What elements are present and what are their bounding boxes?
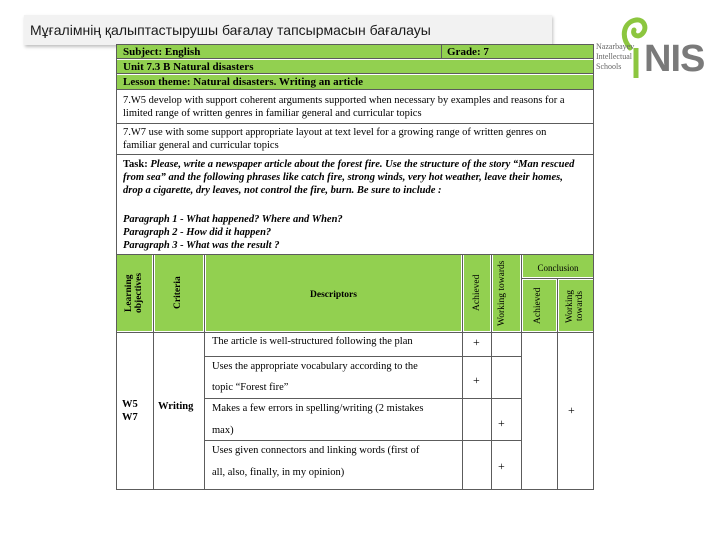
logo-text: NIS [644, 38, 705, 80]
grade-divider [441, 45, 442, 59]
logo-caption-line: Schools [596, 62, 622, 71]
logo-caption [596, 42, 634, 72]
header-conclusion-achieved: Achieved [533, 287, 543, 325]
task-body: Please, write a newspaper article about the forest fire. Use the structure of the story “Man rescued from sea” and the following phrases like catch fire, strong winds, very hot weather, leave their homes, drop a cigarette, dry leaves, not control the fire, burn. Be sure to include : [123, 159, 575, 196]
theme-label: Lesson theme: Natural disasters. Writing an article [123, 76, 364, 88]
header-criteria: Criteria [173, 276, 183, 310]
grid-line [153, 254, 154, 490]
subject-row [117, 45, 593, 59]
descriptor: all, also, finally, in my opinion) [212, 467, 345, 478]
slide-title: Мұғалімнің қалыптастырушы бағалау тапсырмасын бағалауы [30, 22, 431, 38]
descriptor: topic “Forest fire” [212, 382, 289, 393]
working-mark: + [498, 459, 505, 473]
grid-line [521, 254, 522, 490]
logo-caption-line: Nazarbayev [596, 42, 635, 51]
row-divider [205, 440, 521, 441]
objective-code: W7 [122, 412, 138, 423]
conclusion-working-mark: + [568, 403, 575, 417]
theme-row [117, 75, 593, 90]
criterion: Writing [158, 401, 194, 412]
header-bottom-border [117, 332, 593, 333]
descriptor: Uses the appropriate vocabulary according to the [212, 361, 418, 372]
descriptor: max) [212, 425, 234, 436]
grid-line [521, 278, 593, 279]
descriptor: The article is well-structured following the plan [212, 336, 413, 347]
divider [117, 123, 593, 124]
divider [117, 154, 593, 155]
grade-label: Grade: 7 [447, 46, 489, 58]
logo-caption-line: Intellectual [596, 52, 632, 61]
task-text [123, 158, 583, 197]
unit-row [117, 60, 593, 74]
task-label: Task: [123, 159, 148, 170]
objective-w5: 7.W5 develop with support coherent arguments supported when necessary by examples and reasons for a limited range of written genres in familiar general and curricular topics [123, 95, 565, 119]
grid-line [491, 254, 492, 490]
grid-line [462, 254, 463, 490]
subject-label: Subject: English [123, 46, 201, 58]
header-working-towards: Working towards [497, 260, 507, 326]
header-conclusion: Conclusion [537, 263, 579, 273]
grid-line [557, 279, 558, 490]
achieved-mark: + [473, 373, 480, 387]
header-achieved: Achieved [472, 274, 482, 312]
row-divider [205, 356, 521, 357]
descriptor: Uses given connectors and linking words (first of [212, 445, 420, 456]
paragraph-3: Paragraph 3 - What was the result ? [123, 240, 280, 251]
grid-line [204, 254, 205, 490]
row-divider [205, 398, 521, 399]
header-learning-objectives: Learning objectives [124, 272, 144, 314]
paragraph-2: Paragraph 2 - How did it happen? [123, 227, 272, 238]
unit-label: Unit 7.3 B Natural disasters [123, 61, 254, 73]
objective-code: W5 [122, 399, 138, 410]
paragraph-1: Paragraph 1 - What happened? Where and When? [123, 214, 343, 225]
working-mark: + [498, 416, 505, 430]
objective-w7: 7.W7 use with some support appropriate layout at text level for a growing range of written genres on familiar general and curricular topics [123, 127, 547, 151]
header-descriptors: Descriptors [310, 290, 357, 300]
achieved-mark: + [473, 335, 480, 349]
descriptor: Makes a few errors in spelling/writing (2 mistakes [212, 403, 424, 414]
header-conclusion-working: Working towards [565, 289, 585, 323]
